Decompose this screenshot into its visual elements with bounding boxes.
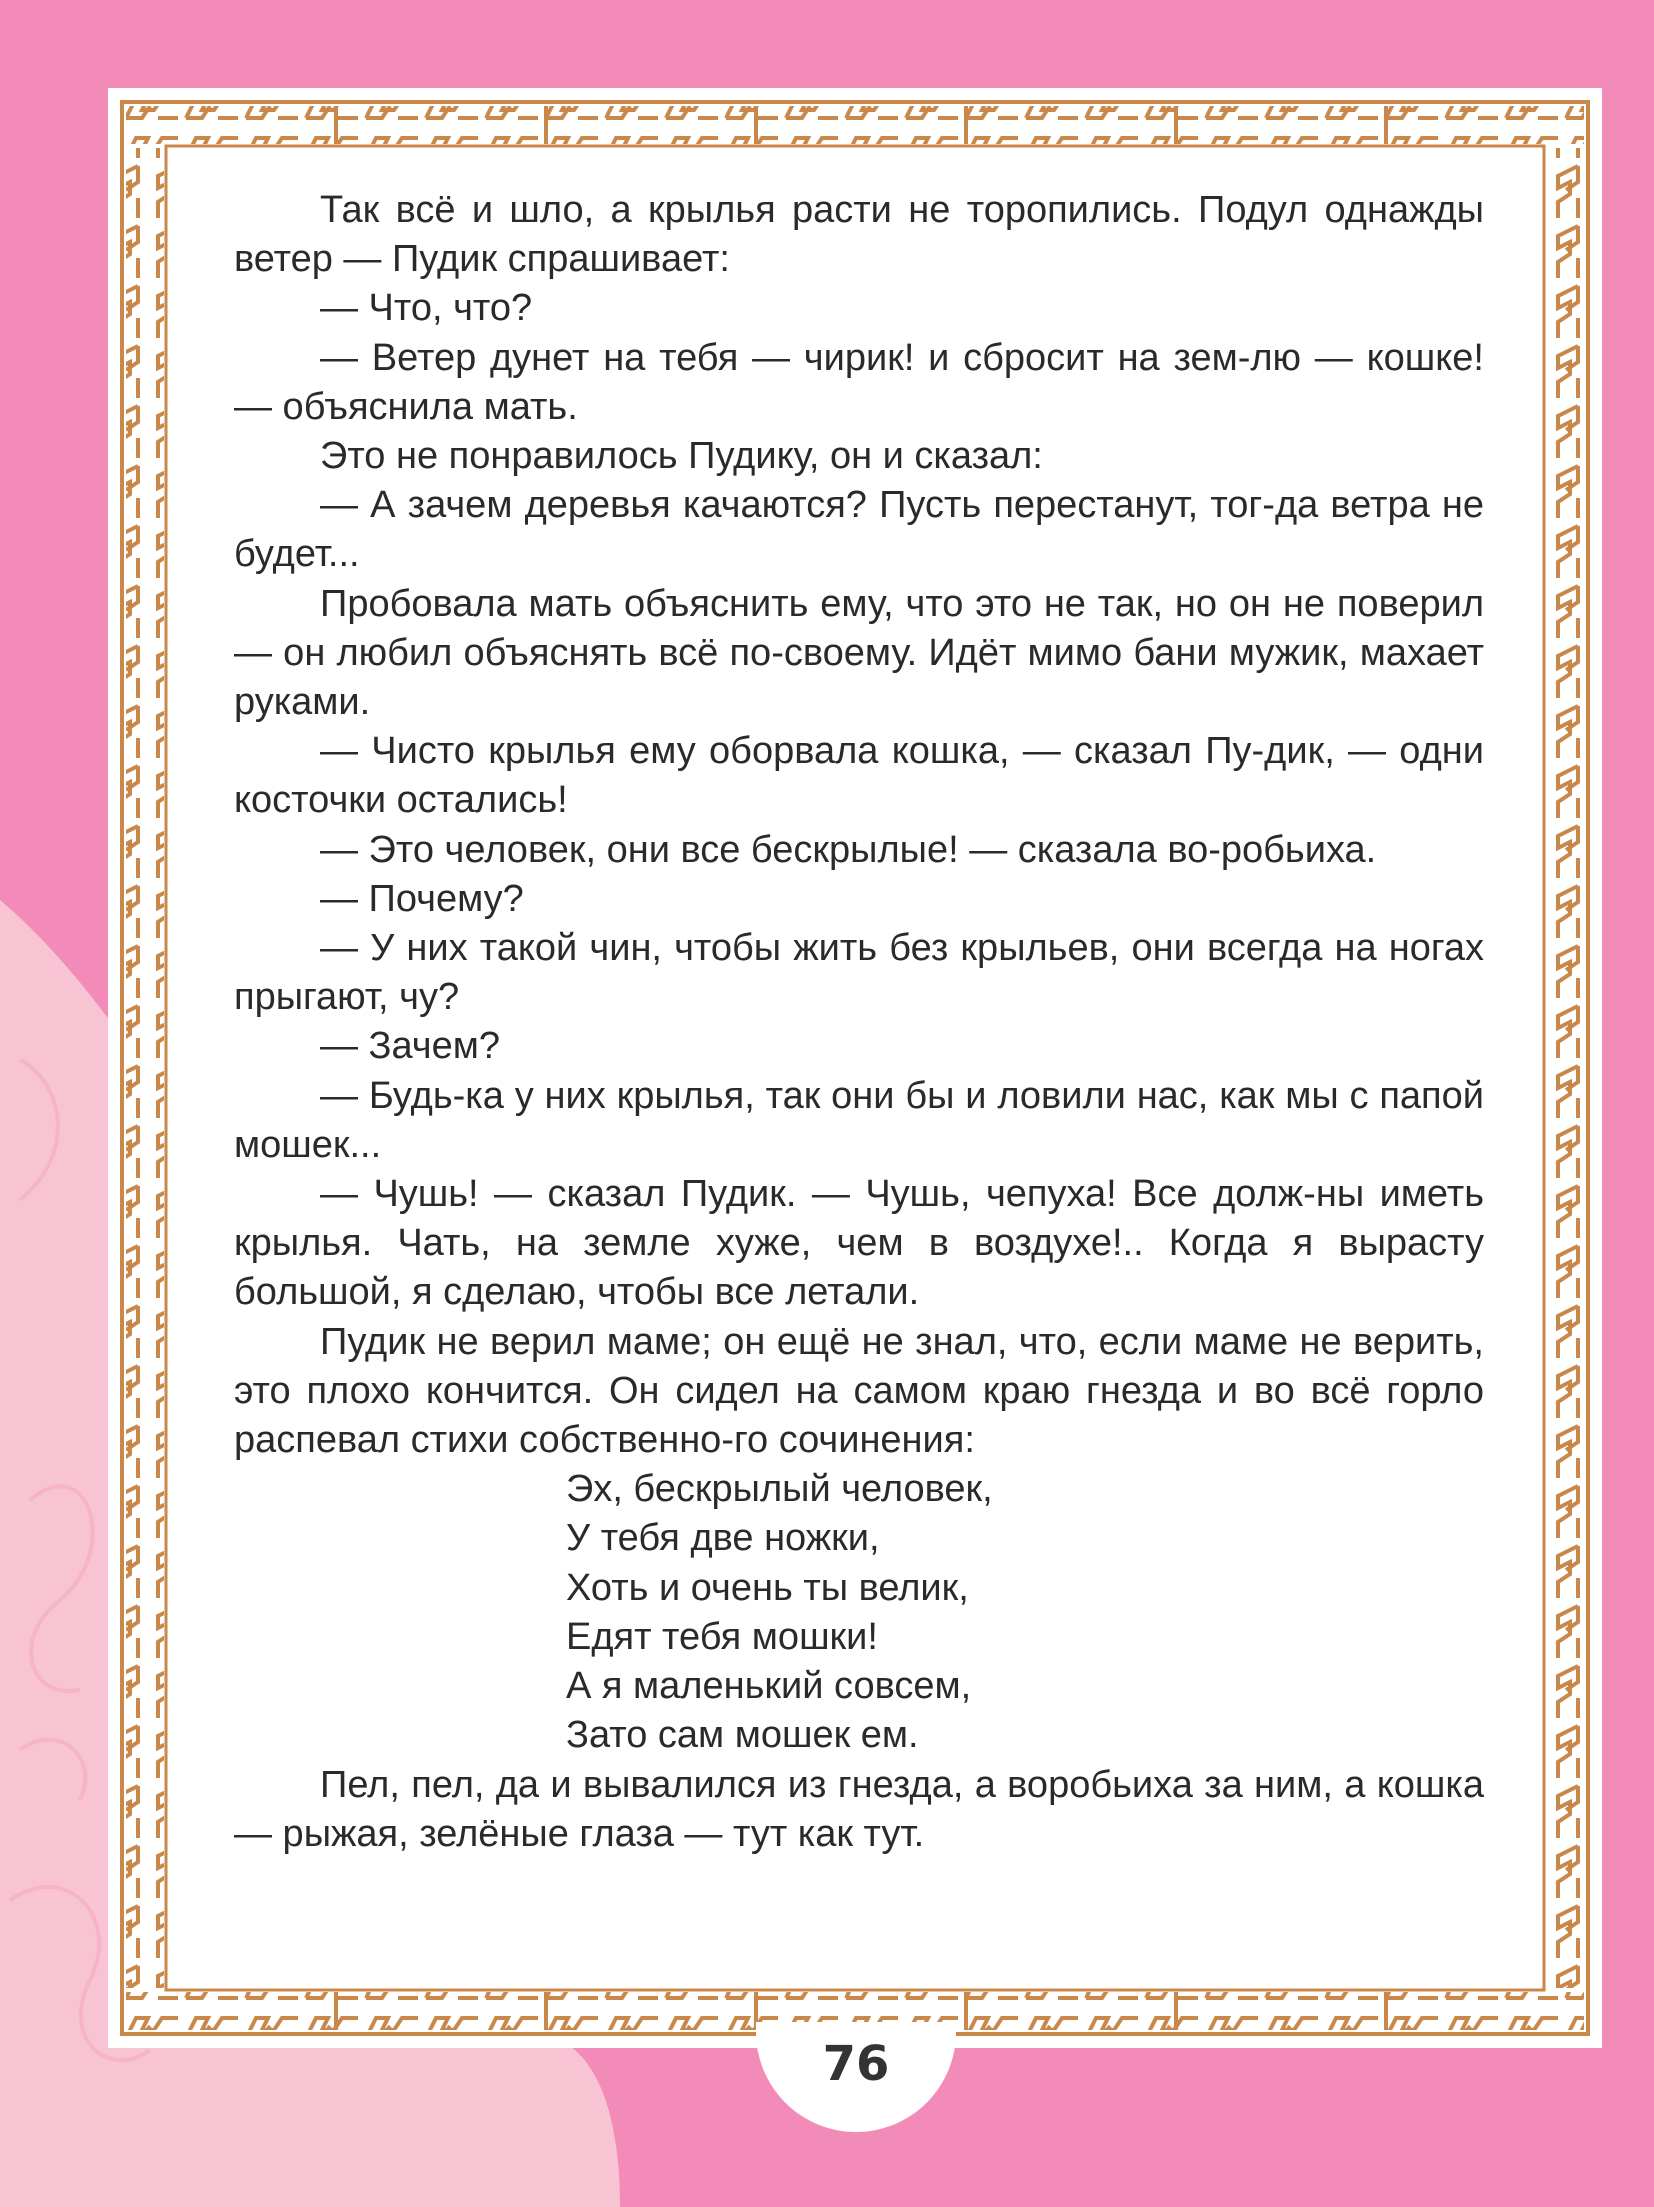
- paragraph: — Чисто крылья ему оборвала кошка, — сказал Пу-дик, — одни косточки остались!: [234, 730, 1484, 822]
- paragraph: Это не понравилось Пудику, он и сказал:: [320, 435, 1043, 478]
- paragraph: — Это человек, они все бескрылые! — сказала во-робьиха.: [320, 828, 1377, 871]
- story-text: [234, 186, 1484, 1859]
- paragraph: — Ветер дунет на тебя — чирик! и сбросит на зем-лю — кошке! — объяснила мать.: [234, 336, 1484, 428]
- paragraph: — Зачем?: [320, 1025, 500, 1068]
- poem-line: У тебя две ножки,: [566, 1517, 880, 1560]
- paragraph: Так всё и шло, а крылья расти не торопились. Подул однажды ветер — Пудик спрашивает:: [234, 189, 1484, 281]
- paragraph: Пудик не верил маме; он ещё не знал, что, если маме не верить, это плохо кончится. Он сидел на самом краю гнезда и во всё горло распевал стихи собственно-го сочинения:: [234, 1320, 1484, 1462]
- poem-line: Эх, бескрылый человек,: [566, 1468, 993, 1511]
- poem-line: А я маленький совсем,: [566, 1665, 972, 1708]
- paragraph: — Будь-ка у них крылья, так они бы и ловили нас, как мы с папой мошек...: [234, 1074, 1484, 1166]
- final-paragraph: Пел, пел, да и вывалился из гнезда, а воробьиха за ним, а кошка — рыжая, зелёные глаза — тут как тут.: [234, 1763, 1484, 1855]
- paragraph: Пробовала мать объяснить ему, что это не так, но он не поверил — он любил объяснять всё по-своему. Идёт мимо бани мужик, махает руками.: [234, 582, 1484, 724]
- page-number: 76: [822, 2036, 890, 2092]
- paragraph: — Что, что?: [320, 287, 533, 330]
- paragraph: — У них такой чин, чтобы жить без крыльев, они всегда на ногах прыгают, чу?: [234, 927, 1484, 1019]
- poem: [566, 1465, 1484, 1760]
- paragraph: — Почему?: [320, 877, 524, 920]
- poem-line: Хоть и очень ты велик,: [566, 1566, 969, 1609]
- poem-line: Зато сам мошек ем.: [566, 1714, 919, 1757]
- paragraph: — Чушь! — сказал Пудик. — Чушь, чепуха! Все долж-ны иметь крылья. Чать, на земле хуже, чем в воздухе!.. Когда я вырасту большой, я сделаю, чтобы все летали.: [234, 1173, 1484, 1314]
- poem-line: Едят тебя мошки!: [566, 1615, 878, 1658]
- paragraph: — А зачем деревья качаются? Пусть перестанут, тог-да ветра не будет...: [234, 484, 1484, 576]
